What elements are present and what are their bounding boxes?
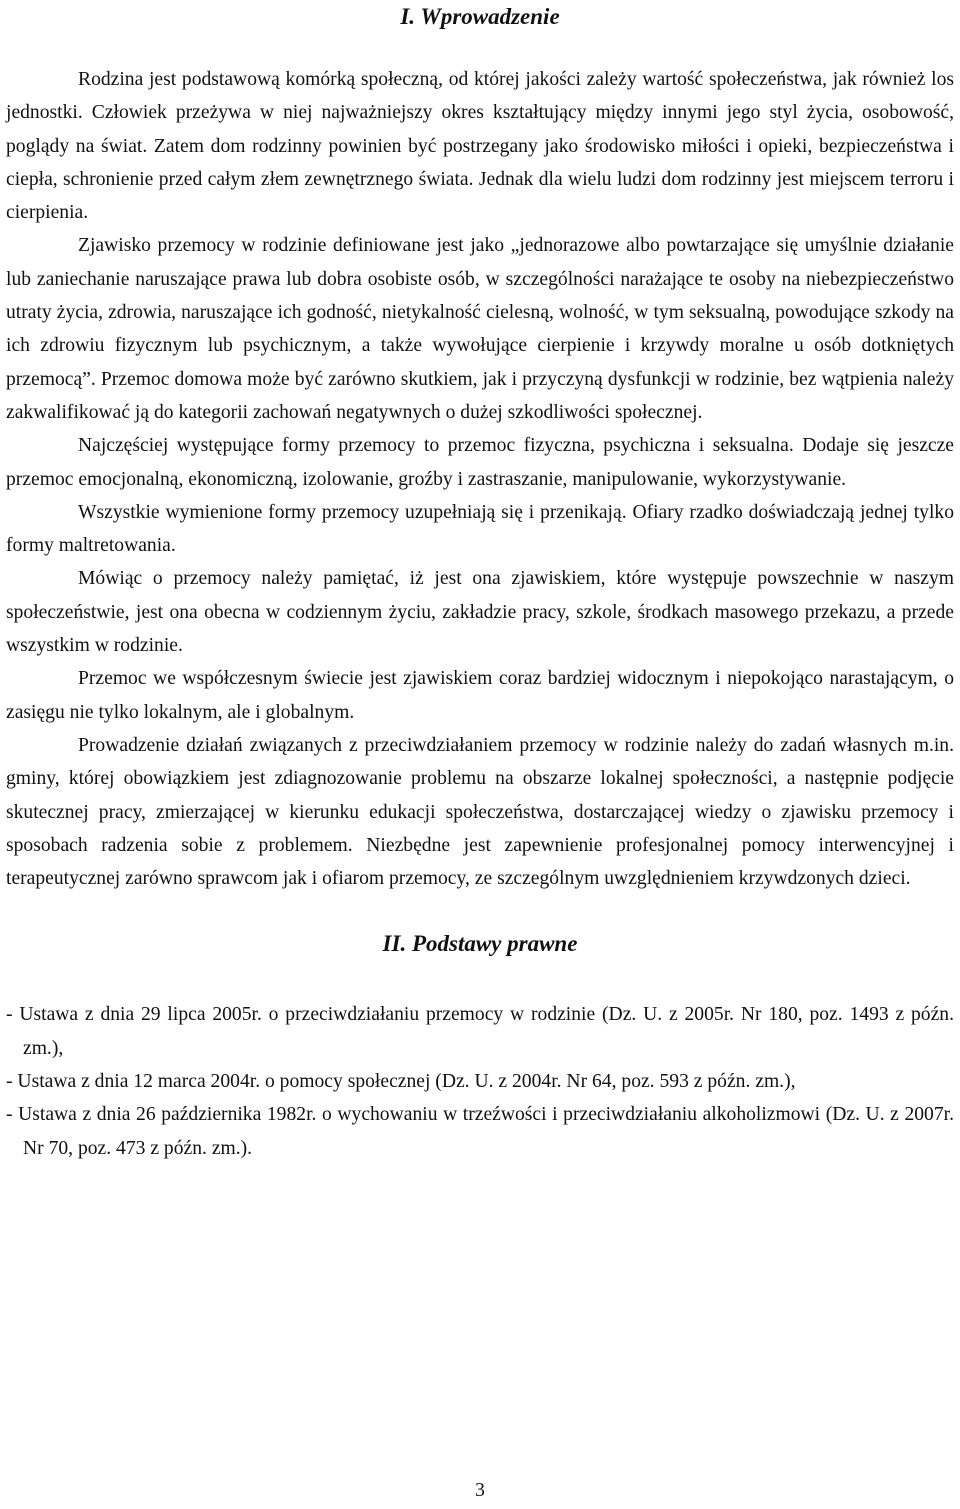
section-body-wprowadzenie <box>6 63 954 895</box>
paragraph: Wszystkie wymienione formy przemocy uzupełniają się i przenikają. Ofiary rzadko doświadczają jednej tylko formy maltretowania. <box>6 501 954 557</box>
legal-basis-list <box>6 998 954 1164</box>
page-number: 3 <box>475 1480 485 1501</box>
section-title-wprowadzenie: I. Wprowadzenie <box>400 4 560 29</box>
section-title-podstawy-prawne: II. Podstawy prawne <box>382 931 578 957</box>
list-item: - Ustawa z dnia 26 października 1982r. o wychowaniu w trzeźwości i przeciwdziałaniu alkoholizmowi (Dz. U. z 2007r. Nr 70, poz. 473 z późn. zm.). <box>6 1104 954 1159</box>
document-page <box>6 0 954 1165</box>
paragraph: Zjawisko przemocy w rodzinie definiowane jest jako „jednorazowe albo powtarzające się umyślnie działanie lub zaniechanie naruszające prawa lub dobra osobiste osób, w szczególności narażające te osoby na niebezpieczeństwo utraty życia, zdrowia, naruszające ich godność, nietykalność cielesną, wolność, w tym seksualną, powodujące szkody na ich zdrowiu fizycznym lub psychicznym, a także wywołujące cierpienie i krzywdy moralne u osób dotkniętych przemocą”. Przemoc domowa może być zarówno skutkiem, jak i przyczyną dysfunkcji w rodzinie, bez wątpienia należy zakwalifikować ją do kategorii zachowań negatywnych o dużej szkodliwości społecznej. <box>6 235 954 423</box>
list-item: - Ustawa z dnia 12 marca 2004r. o pomocy społecznej (Dz. U. z 2004r. Nr 64, poz. 593 z późn. zm.), <box>6 1071 796 1093</box>
list-item: - Ustawa z dnia 29 lipca 2005r. o przeciwdziałaniu przemocy w rodzinie (Dz. U. z 2005r. Nr 180, poz. 1493 z późn. zm.), <box>6 1004 954 1059</box>
paragraph: Najczęściej występujące formy przemocy to przemoc fizyczna, psychiczna i seksualna. Dodaje się jeszcze przemoc emocjonalną, ekonomiczną, izolowanie, groźby i zastraszanie, manipulowanie, wykorzystywanie. <box>6 435 954 490</box>
paragraph: Rodzina jest podstawową komórką społeczną, od której jakości zależy wartość społeczeństwa, jak również los jednostki. Człowiek przeżywa w niej najważniejszy okres kształtujący między innymi jego styl życia, osobowość, poglądy na świat. Zatem dom rodzinny powinien być postrzegany jako środowisko miłości i opieki, bezpieczeństwa i ciepła, schronienie przed całym złem zewnętrznego świata. Jednak dla wielu ludzi dom rodzinny jest miejscem terroru i cierpienia. <box>6 69 954 224</box>
paragraph: Mówiąc o przemocy należy pamiętać, iż jest ona zjawiskiem, które występuje powszechnie w naszym społeczeństwie, jest ona obecna w codziennym życiu, zakładzie pracy, szkole, środkach masowego przekazu, a przede wszystkim w rodzinie. <box>6 568 954 657</box>
paragraph: Przemoc we współczesnym świecie jest zjawiskiem coraz bardziej widocznym i niepokojąco narastającym, o zasięgu nie tylko lokalnym, ale i globalnym. <box>6 668 954 723</box>
paragraph: Prowadzenie działań związanych z przeciwdziałaniem przemocy w rodzinie należy do zadań własnych m.in. gminy, której obowiązkiem jest zdiagnozowanie problemu na obszarze lokalnej społeczności, a następnie podjęcie skutecznej pracy, zmierzającej w kierunku edukacji społeczeństwa, dostarczającej wiedzy o zjawisku przemocy i sposobach radzenia sobie z problemem. Niezbędne jest zapewnienie profesjonalnej pomocy interwencyjnej i terapeutycznej zarówno sprawcom jak i ofiarom przemocy, ze szczególnym uwzględnieniem krzywdzonych dzieci. <box>6 734 954 890</box>
